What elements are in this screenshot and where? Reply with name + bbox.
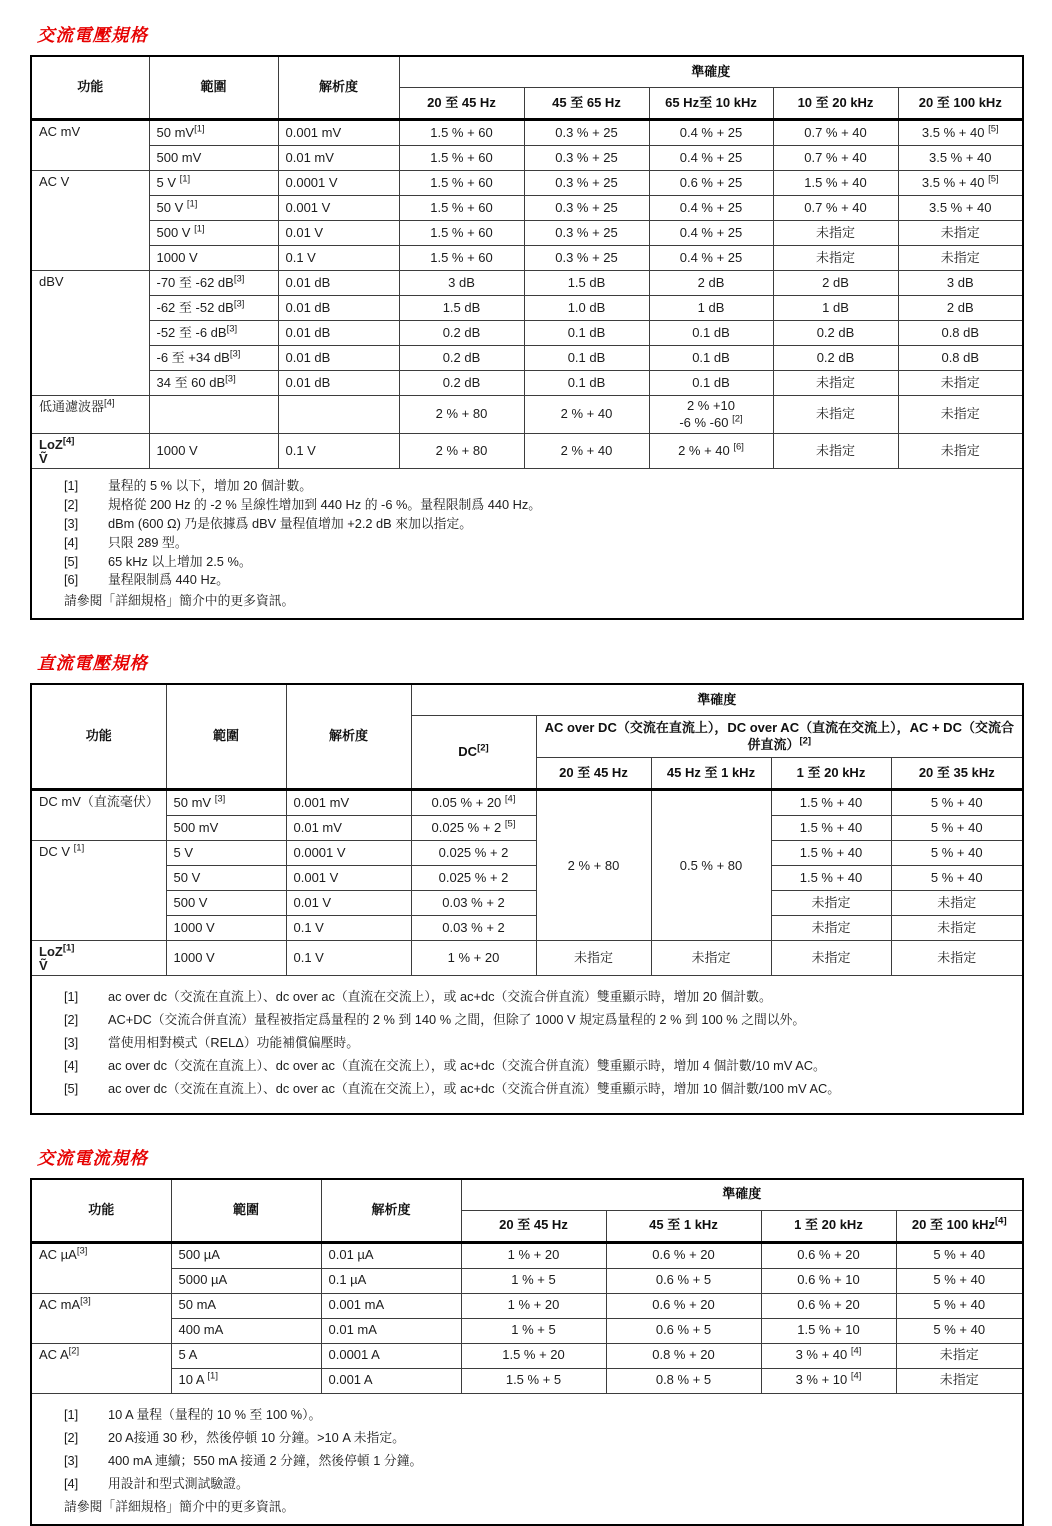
spec-cell: 1.0 dB — [524, 296, 649, 321]
spec-cell: 5 % + 40 — [891, 866, 1023, 891]
section-title-ac-voltage: 交流電壓規格 — [37, 25, 148, 45]
spec-cell: -62 至 -52 dB[3] — [149, 296, 278, 321]
spec-cell: 0.1 V — [286, 916, 411, 941]
spec-cell: 0.01 dB — [278, 346, 399, 371]
spec-cell: 1.5 dB — [524, 271, 649, 296]
section-dc-voltage — [30, 650, 1022, 1114]
spec-cell: 0.3 % + 25 — [524, 146, 649, 171]
table-row — [31, 916, 1023, 941]
spec-cell: 0.1 dB — [524, 321, 649, 346]
table-row — [31, 1268, 1023, 1293]
spec-cell: 500 V [1] — [149, 221, 278, 246]
spec-cell: 500 µA — [171, 1242, 321, 1268]
spec-cell: 未指定 — [896, 1343, 1023, 1368]
spec-cell: 1.5 % + 60 — [399, 120, 524, 146]
spec-cell: 未指定 — [891, 916, 1023, 941]
footnote — [64, 989, 1012, 1005]
spec-cell: 0.0001 V — [286, 841, 411, 866]
column-header: 範圍 — [171, 1179, 321, 1243]
spec-cell: 0.0001 V — [278, 171, 399, 196]
footnotes-row — [31, 468, 1023, 619]
footnote-text: 用設計和型式測試驗證。 — [108, 1475, 249, 1491]
footnote — [64, 478, 1012, 494]
spec-cell: 未指定 — [891, 941, 1023, 975]
footnote-label: [3] — [64, 515, 79, 531]
footnotes-row — [31, 1393, 1023, 1525]
footnote-label: [2] — [64, 1012, 79, 1028]
footnote — [64, 1476, 1012, 1492]
footnote — [64, 554, 1012, 570]
spec-cell: 0.3 % + 25 — [524, 221, 649, 246]
table-row — [31, 120, 1023, 146]
spec-table — [30, 55, 1024, 620]
spec-cell: 1 % + 20 — [461, 1293, 606, 1318]
footnote-label: [4] — [64, 534, 79, 550]
spec-cell: 0.0001 A — [321, 1343, 461, 1368]
footnote-text: AC+DC（交流合併直流）量程被指定爲量程的 2 % 到 140 % 之間，但除了 1000 V 規定爲量程的 2 % 到 100 % 之間以外。 — [108, 1012, 806, 1028]
spec-cell: 0.6 % + 20 — [761, 1293, 896, 1318]
footnote — [64, 1012, 1012, 1028]
footnote — [64, 497, 1012, 513]
table-row — [31, 321, 1023, 346]
footnote — [64, 1407, 1012, 1423]
spec-cell — [278, 396, 399, 434]
column-header: 範圍 — [149, 56, 278, 120]
footnote-text: 65 kHz 以上增加 2.5 %。 — [108, 553, 252, 569]
spec-cell: 0.01 V — [278, 221, 399, 246]
spec-cell: 0.1 V — [286, 941, 411, 975]
function-cell: AC µA[3] — [31, 1242, 171, 1293]
spec-cell: 1000 V — [149, 434, 278, 468]
spec-cell: -6 至 +34 dB[3] — [149, 346, 278, 371]
spec-cell: 0.2 dB — [399, 346, 524, 371]
table-row — [31, 866, 1023, 891]
spec-cell: 0.01 dB — [278, 371, 399, 396]
spec-cell: -70 至 -62 dB[3] — [149, 271, 278, 296]
function-cell: AC A[2] — [31, 1343, 171, 1393]
footnote-text: dBm (600 Ω) 乃是依據爲 dBV 量程值增加 +2.2 dB 來加以指定。 — [108, 515, 473, 531]
spec-cell: 0.2 dB — [399, 321, 524, 346]
spec-cell: 未指定 — [651, 941, 771, 975]
section-title-ac-current: 交流電流規格 — [37, 1147, 148, 1168]
spec-cell: 10 A [1] — [171, 1368, 321, 1393]
footnote-text: ac over dc（交流在直流上）、dc over ac（直流在交流上），或 ac+dc（交流合併直流）雙重顯示時，增加 4 個計數/10 mV AC。 — [108, 1057, 826, 1073]
column-header: 10 至 20 kHz — [773, 88, 898, 120]
spec-cell: 0.7 % + 40 — [773, 196, 898, 221]
footnote — [64, 1035, 1012, 1051]
spec-cell: 3.5 % + 40 [5] — [898, 120, 1023, 146]
footnote-label: [3] — [64, 1034, 79, 1050]
spec-cell: 5 % + 40 — [896, 1242, 1023, 1268]
spec-cell: 1 % + 20 — [461, 1242, 606, 1268]
spec-cell: 5 % + 40 — [891, 841, 1023, 866]
table-row — [31, 1343, 1023, 1368]
spec-cell: 0.1 dB — [524, 346, 649, 371]
spec-cell: 0.3 % + 25 — [524, 196, 649, 221]
footnote-label: [2] — [64, 1429, 79, 1445]
footnote-text: 20 A接通 30 秒，然後停頓 10 分鐘。>10 A 未指定。 — [108, 1429, 405, 1445]
spec-cell: 0.2 dB — [773, 346, 898, 371]
footnote-text: 量程限制爲 440 Hz。 — [108, 572, 229, 588]
spec-cell: 0.1 µA — [321, 1268, 461, 1293]
spec-cell: 0.05 % + 20 [4] — [411, 790, 536, 816]
spec-cell: 1.5 % + 60 — [399, 171, 524, 196]
column-header: 20 至 100 kHz[4] — [896, 1210, 1023, 1242]
spec-cell: 未指定 — [898, 396, 1023, 434]
spec-cell: 1.5 % + 40 — [773, 171, 898, 196]
spec-cell: 2 % + 40 — [524, 434, 649, 468]
spec-cell: 50 mV[1] — [149, 120, 278, 146]
column-header: 65 Hz至 10 kHz — [649, 88, 773, 120]
footnote-label: [4] — [64, 1475, 79, 1491]
spec-cell: 1000 V — [149, 246, 278, 271]
footnote-text: ac over dc（交流在直流上）、dc over ac（直流在交流上），或 ac+dc（交流合併直流）雙重顯示時，增加 10 個計數/100 mV AC。 — [108, 1080, 841, 1096]
table-row — [31, 816, 1023, 841]
spec-cell: 0.7 % + 40 — [773, 120, 898, 146]
spec-table — [30, 1178, 1024, 1526]
spec-cell: 1 dB — [773, 296, 898, 321]
spec-cell: 0.8 dB — [898, 346, 1023, 371]
table-row — [31, 171, 1023, 196]
spec-cell: 1.5 % + 40 — [771, 816, 891, 841]
spec-cell: 2 % + 40 — [524, 396, 649, 434]
spec-cell: 3.5 % + 40 — [898, 146, 1023, 171]
footnote — [64, 572, 1012, 588]
spec-cell: 未指定 — [896, 1368, 1023, 1393]
footnote-label: [2] — [64, 496, 79, 512]
spec-cell: 未指定 — [771, 916, 891, 941]
footnote-label: [4] — [64, 1057, 79, 1073]
column-header: 準確度 — [411, 684, 1023, 716]
spec-cell: 0.4 % + 25 — [649, 120, 773, 146]
function-cell: DC V [1] — [31, 841, 166, 941]
table-row — [31, 246, 1023, 271]
spec-cell: 未指定 — [773, 396, 898, 434]
spec-cell: 1.5 % + 40 — [771, 841, 891, 866]
spec-cell: 0.6 % + 25 — [649, 171, 773, 196]
column-header: 準確度 — [399, 56, 1023, 88]
spec-cell: 0.8 % + 20 — [606, 1343, 761, 1368]
column-header: DC[2] — [411, 716, 536, 790]
spec-cell: 0.03 % + 2 — [411, 916, 536, 941]
table-row — [31, 346, 1023, 371]
table-row — [31, 891, 1023, 916]
column-header: 20 至 45 Hz — [461, 1210, 606, 1242]
table-row — [31, 396, 1023, 434]
dc-voltage-spec-table-host — [30, 683, 1022, 1114]
function-cell: 低通濾波器[4] — [31, 396, 149, 434]
table-row — [31, 1318, 1023, 1343]
spec-cell: 0.6 % + 5 — [606, 1318, 761, 1343]
spec-cell: 0.6 % + 20 — [761, 1242, 896, 1268]
footnote-text: 10 A 量程（量程的 10 % 至 100 %）。 — [108, 1407, 322, 1423]
spec-cell: 未指定 — [898, 371, 1023, 396]
spec-cell: 500 mV — [166, 816, 286, 841]
section-ac-voltage — [30, 22, 1022, 620]
section-ac-current — [30, 1145, 1022, 1526]
spec-cell: 1.5 % + 40 — [771, 790, 891, 816]
spec-cell: 未指定 — [773, 246, 898, 271]
function-cell: LoZ[1] Ṽ — [31, 941, 166, 975]
function-cell: AC mA[3] — [31, 1293, 171, 1343]
spec-cell: 0.1 dB — [649, 321, 773, 346]
table-row — [31, 1368, 1023, 1393]
spec-cell: 50 V — [166, 866, 286, 891]
spec-cell: 1 % + 5 — [461, 1318, 606, 1343]
column-header: 20 至 100 kHz — [898, 88, 1023, 120]
spec-cell: 1 % + 20 — [411, 941, 536, 975]
spec-cell: 1.5 % + 60 — [399, 246, 524, 271]
function-cell: LoZ[4] Ṽ — [31, 434, 149, 468]
column-header: 20 至 35 kHz — [891, 758, 1023, 790]
spec-cell: 0.8 % + 5 — [606, 1368, 761, 1393]
spec-cell: 1.5 % + 60 — [399, 146, 524, 171]
spec-cell: 1.5 dB — [399, 296, 524, 321]
spec-cell: 0.1 V — [278, 246, 399, 271]
column-header: 範圍 — [166, 684, 286, 790]
footnote-text: 量程的 5 % 以下，增加 20 個計數。 — [108, 478, 313, 494]
spec-cell: 0.01 dB — [278, 321, 399, 346]
section-title-dc-voltage: 直流電壓規格 — [37, 653, 148, 674]
spec-cell: 0.8 dB — [898, 321, 1023, 346]
footnote — [64, 1453, 1012, 1469]
table-row — [31, 1242, 1023, 1268]
table-row — [31, 434, 1023, 468]
spec-cell: 0.3 % + 25 — [524, 171, 649, 196]
table-row — [31, 371, 1023, 396]
column-header: 功能 — [31, 56, 149, 120]
column-header: 45 至 1 kHz — [606, 1210, 761, 1242]
spec-cell: 0.01 mA — [321, 1318, 461, 1343]
spec-cell: 未指定 — [898, 246, 1023, 271]
spec-cell: 0.025 % + 2 — [411, 841, 536, 866]
table-row — [31, 841, 1023, 866]
spec-cell: 5 % + 40 — [891, 816, 1023, 841]
function-cell: DC mV（直流毫伏） — [31, 790, 166, 841]
column-header: 解析度 — [278, 56, 399, 120]
spec-cell: 0.1 dB — [649, 371, 773, 396]
function-cell: dBV — [31, 271, 149, 396]
footnote — [64, 516, 1012, 532]
spec-cell: 0.6 % + 5 — [606, 1268, 761, 1293]
footnote-label: [3] — [64, 1452, 79, 1468]
spec-cell: 未指定 — [771, 891, 891, 916]
spec-cell: 5 % + 40 — [891, 790, 1023, 816]
spec-cell: 1.5 % + 60 — [399, 221, 524, 246]
spec-cell: 0.03 % + 2 — [411, 891, 536, 916]
spec-table — [30, 683, 1024, 1114]
spec-cell: 0.6 % + 20 — [606, 1293, 761, 1318]
footnote-label: [1] — [64, 989, 79, 1005]
spec-cell: 0.001 V — [278, 196, 399, 221]
column-header: 45 Hz 至 1 kHz — [651, 758, 771, 790]
footnotes-row — [31, 975, 1023, 1113]
spec-cell: 5 % + 40 — [896, 1293, 1023, 1318]
spec-cell: 2 dB — [898, 296, 1023, 321]
spec-cell: 1.5 % + 20 — [461, 1343, 606, 1368]
table-row — [31, 146, 1023, 171]
spec-cell: 0.001 mA — [321, 1293, 461, 1318]
spec-cell: 0.001 A — [321, 1368, 461, 1393]
spec-cell: 1.5 % + 40 — [771, 866, 891, 891]
column-header: 1 至 20 kHz — [771, 758, 891, 790]
spec-cell: 未指定 — [898, 434, 1023, 468]
spec-cell: 0.001 V — [286, 866, 411, 891]
spec-cell: 1 dB — [649, 296, 773, 321]
column-header: 1 至 20 kHz — [761, 1210, 896, 1242]
spec-cell: 0.2 dB — [399, 371, 524, 396]
spec-cell: 2 % + 80 — [536, 790, 651, 941]
footnote-text: ac over dc（交流在直流上）、dc over ac（直流在交流上），或 ac+dc（交流合併直流）雙重顯示時，增加 20 個計數。 — [108, 989, 772, 1005]
spec-cell: 1.5 % + 5 — [461, 1368, 606, 1393]
spec-cell: 0.1 V — [278, 434, 399, 468]
column-header: 解析度 — [321, 1179, 461, 1243]
spec-cell: 0.4 % + 25 — [649, 221, 773, 246]
spec-cell: 5 % + 40 — [896, 1268, 1023, 1293]
spec-cell: 2 dB — [649, 271, 773, 296]
spec-cell: 1000 V — [166, 916, 286, 941]
column-header: 20 至 45 Hz — [399, 88, 524, 120]
spec-cell: 未指定 — [771, 941, 891, 975]
spec-cell: 未指定 — [773, 221, 898, 246]
spec-cell: 3 % + 10 [4] — [761, 1368, 896, 1393]
spec-cell: 3.5 % + 40 [5] — [898, 171, 1023, 196]
see-more-note: 請參閱「詳細規格」簡介中的更多資訊。 — [64, 592, 295, 608]
spec-cell: 400 mA — [171, 1318, 321, 1343]
column-header: 解析度 — [286, 684, 411, 790]
table-row — [31, 196, 1023, 221]
spec-cell: 未指定 — [773, 434, 898, 468]
table-row — [31, 790, 1023, 816]
spec-cell: 0.01 µA — [321, 1242, 461, 1268]
spec-cell: 1.5 % + 10 — [761, 1318, 896, 1343]
spec-cell: 0.001 mV — [278, 120, 399, 146]
spec-cell: 5 V [1] — [149, 171, 278, 196]
footnote-label: [1] — [64, 1407, 79, 1423]
table-row — [31, 271, 1023, 296]
spec-cell: 0.4 % + 25 — [649, 146, 773, 171]
spec-cell: 0.01 dB — [278, 271, 399, 296]
spec-cell: 未指定 — [891, 891, 1023, 916]
spec-cell: 1.5 % + 60 — [399, 196, 524, 221]
footnote-text: 只限 289 型。 — [108, 534, 188, 550]
spec-cell: 500 mV — [149, 146, 278, 171]
spec-cell: 5000 µA — [171, 1268, 321, 1293]
spec-cell: 500 V — [166, 891, 286, 916]
spec-cell: 0.4 % + 25 — [649, 246, 773, 271]
spec-cell: -52 至 -6 dB[3] — [149, 321, 278, 346]
footnote-label: [6] — [64, 572, 79, 588]
footnote — [64, 1430, 1012, 1446]
column-header: 20 至 45 Hz — [536, 758, 651, 790]
spec-cell: 2 % + 80 — [399, 396, 524, 434]
footnote-text: 當使用相對模式（RELΔ）功能補償偏壓時。 — [108, 1034, 359, 1050]
column-header: 功能 — [31, 1179, 171, 1243]
spec-cell: 0.6 % + 10 — [761, 1268, 896, 1293]
function-cell: AC V — [31, 171, 149, 271]
column-header: 45 至 65 Hz — [524, 88, 649, 120]
function-cell: AC mV — [31, 120, 149, 171]
spec-cell: 0.1 dB — [524, 371, 649, 396]
spec-cell: 0.025 % + 2 — [411, 866, 536, 891]
footnote-label: [5] — [64, 553, 79, 569]
footnote-text: 400 mA 連續；550 mA 接通 2 分鐘，然後停頓 1 分鐘。 — [108, 1452, 423, 1468]
spec-cell: 1000 V — [166, 941, 286, 975]
table-row — [31, 296, 1023, 321]
spec-cell: 50 mA — [171, 1293, 321, 1318]
spec-cell: 0.2 dB — [773, 321, 898, 346]
spec-cell: 0.3 % + 25 — [524, 120, 649, 146]
see-more-note: 請參閱「詳細規格」簡介中的更多資訊。 — [64, 1498, 295, 1514]
footnote-label: [1] — [64, 478, 79, 494]
spec-cell: 34 至 60 dB[3] — [149, 371, 278, 396]
spec-cell: 0.4 % + 25 — [649, 196, 773, 221]
spec-cell: 0.6 % + 20 — [606, 1242, 761, 1268]
table-row — [31, 221, 1023, 246]
column-header: AC over DC（交流在直流上），DC over AC（直流在交流上），AC + DC（交流合併直流）[2] — [536, 716, 1023, 758]
spec-cell: 1 % + 5 — [461, 1268, 606, 1293]
footnote-text: 規格從 200 Hz 的 -2 % 呈線性增加到 440 Hz 的 -6 %。量程限制爲 440 Hz。 — [108, 496, 542, 512]
footnote — [64, 535, 1012, 551]
spec-cell: 2 dB — [773, 271, 898, 296]
spec-cell: 5 V — [166, 841, 286, 866]
spec-cell: 0.3 % + 25 — [524, 246, 649, 271]
spec-cell: 0.001 mV — [286, 790, 411, 816]
spec-cell: 5 % + 40 — [896, 1318, 1023, 1343]
spec-cell: 未指定 — [773, 371, 898, 396]
spec-cell: 未指定 — [536, 941, 651, 975]
spec-cell: 2 % +10 -6 % -60 [2] — [649, 396, 773, 434]
spec-cell: 3.5 % + 40 — [898, 196, 1023, 221]
spec-cell: 0.5 % + 80 — [651, 790, 771, 941]
table-row — [31, 941, 1023, 975]
spec-cell: 0.025 % + 2 [5] — [411, 816, 536, 841]
footnote — [64, 1081, 1012, 1097]
footnote — [64, 1058, 1012, 1074]
spec-cell: 3 dB — [898, 271, 1023, 296]
table-row — [31, 1293, 1023, 1318]
spec-cell: 0.01 dB — [278, 296, 399, 321]
spec-cell: 3 dB — [399, 271, 524, 296]
spec-cell: 0.01 mV — [278, 146, 399, 171]
column-header: 準確度 — [461, 1179, 1023, 1211]
spec-cell: 未指定 — [898, 221, 1023, 246]
column-header: 功能 — [31, 684, 166, 790]
spec-cell: 2 % + 40 [6] — [649, 434, 773, 468]
footnote-label: [5] — [64, 1080, 79, 1096]
spec-cell: 50 V [1] — [149, 196, 278, 221]
spec-cell: 0.1 dB — [649, 346, 773, 371]
ac-voltage-spec-table-host — [30, 55, 1022, 620]
spec-cell: 0.01 mV — [286, 816, 411, 841]
spec-cell: 0.01 V — [286, 891, 411, 916]
spec-cell: 5 A — [171, 1343, 321, 1368]
spec-cell: 3 % + 40 [4] — [761, 1343, 896, 1368]
spec-cell: 0.7 % + 40 — [773, 146, 898, 171]
ac-current-spec-table-host — [30, 1178, 1022, 1526]
spec-cell — [149, 396, 278, 434]
spec-cell: 2 % + 80 — [399, 434, 524, 468]
spec-cell: 50 mV [3] — [166, 790, 286, 816]
